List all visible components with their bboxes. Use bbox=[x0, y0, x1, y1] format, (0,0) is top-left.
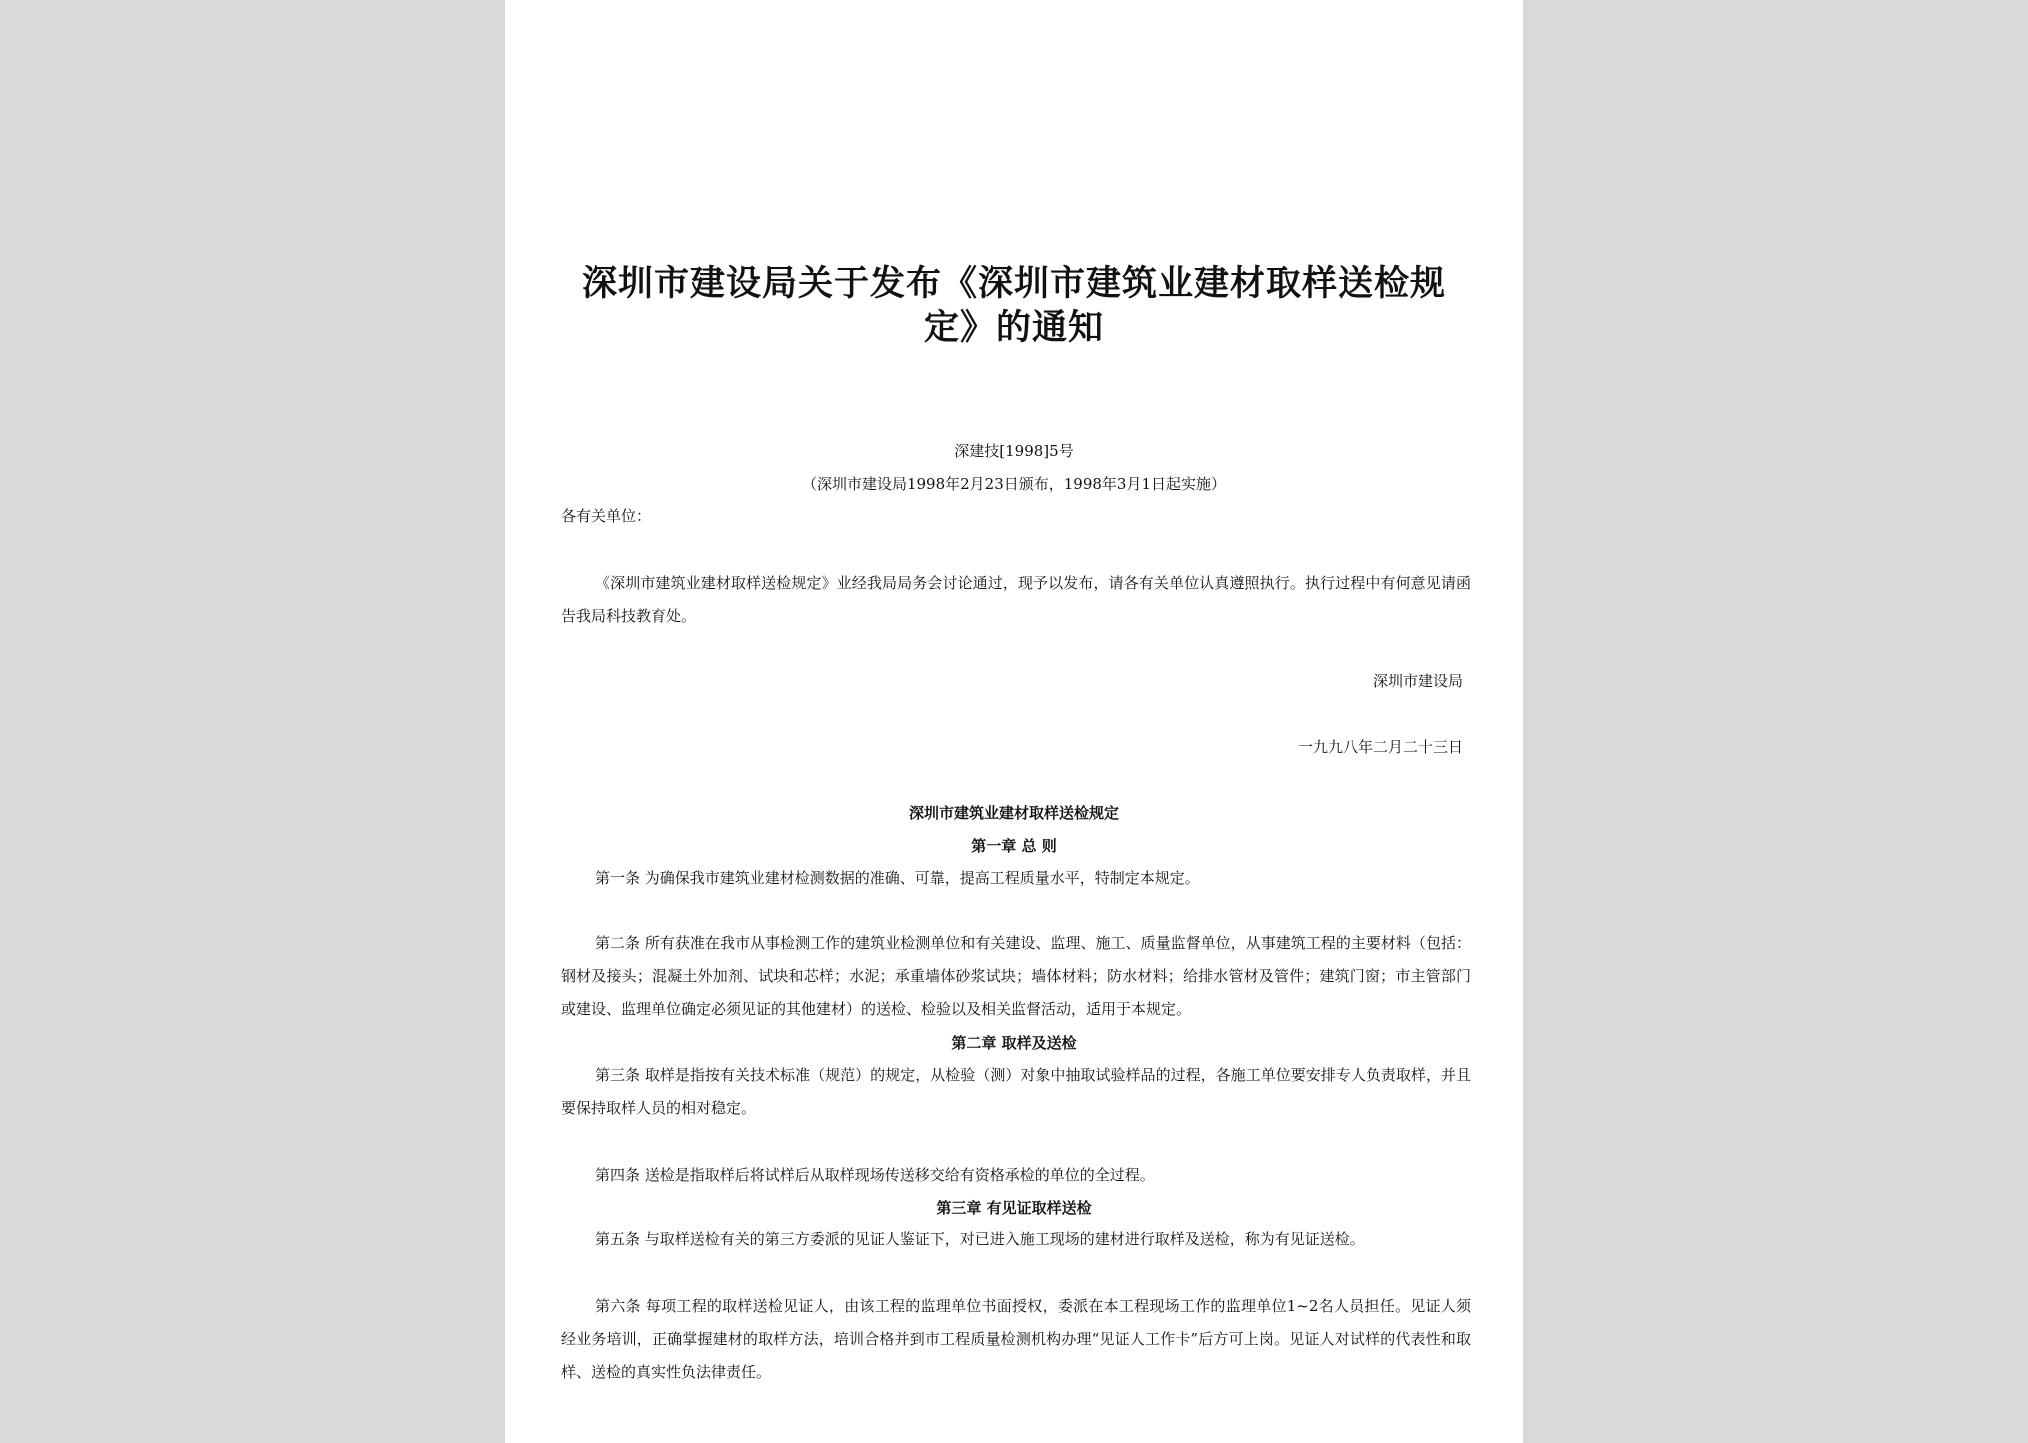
chapter-3-heading: 第三章 有见证取样送检 bbox=[936, 1199, 1092, 1217]
regulation-title: 深圳市建筑业建材取样送检规定 bbox=[908, 804, 1119, 822]
document-title bbox=[555, 262, 1473, 350]
article-5: 第五条 与取样送检有关的第三方委派的见证人鉴证下，对已进入施工现场的建材进行取样及送检，称为有见证送检。 bbox=[595, 1230, 1365, 1248]
document-number: 深建技[1998]5号 bbox=[954, 442, 1074, 460]
article-2: 第二条 所有获准在我市从事检测工作的建筑业检测单位和有关建设、监理、施工、质量监督单位，从事建筑工程的主要材料（包括：钢材及接头；混凝土外加剂、试块和芯样；水泥；承重墙体砂浆试块；墙体材料；防水材料；给排水管材及管件；建筑门窗；市主管部门或建设、监理单位确定必须见证的其他建材）的送检、检验以及相关监督活动，适用于本规定。 bbox=[561, 934, 1471, 1018]
addressee: 各有关单位： bbox=[561, 507, 652, 525]
notice-body: 《深圳市建筑业建材取样送检规定》业经我局局务会讨论通过，现予以发布，请各有关单位认真遵照执行。执行过程中有何意见请函告我局科技教育处。 bbox=[561, 574, 1471, 625]
title-line-1: 深圳市建设局关于发布《深圳市建筑业建材取样送检规 bbox=[581, 263, 1446, 304]
notice-date: 一九九八年二月二十三日 bbox=[1297, 738, 1463, 756]
article-4: 第四条 送检是指取样后将试样后从取样现场传送移交给有资格承检的单位的全过程。 bbox=[595, 1166, 1155, 1184]
chapter-1-heading: 第一章 总 则 bbox=[971, 837, 1057, 855]
issue-note: （深圳市建设局1998年2月23日颁布，1998年3月1日起实施） bbox=[801, 475, 1227, 493]
signature: 深圳市建设局 bbox=[1372, 672, 1463, 690]
document-page bbox=[505, 0, 1523, 1443]
article-6: 第六条 每项工程的取样送检见证人，由该工程的监理单位书面授权，委派在本工程现场工作的监理单位1~2名人员担任。见证人须经业务培训，正确掌握建材的取样方法，培训合格并到市工程质量检测机构办理“见证人工作卡”后方可上岗。见证人对试样的代表性和取样、送检的真实性负法律责任。 bbox=[561, 1297, 1471, 1381]
article-3: 第三条 取样是指按有关技术标准（规范）的规定，从检验（测）对象中抽取试验样品的过程，各施工单位要安排专人负责取样，并且要保持取样人员的相对稳定。 bbox=[561, 1066, 1471, 1117]
title-line-2: 定》的通知 bbox=[923, 307, 1104, 348]
chapter-2-heading: 第二章 取样及送检 bbox=[951, 1034, 1077, 1052]
article-1: 第一条 为确保我市建筑业建材检测数据的准确、可靠，提高工程质量水平，特制定本规定。 bbox=[595, 869, 1200, 887]
